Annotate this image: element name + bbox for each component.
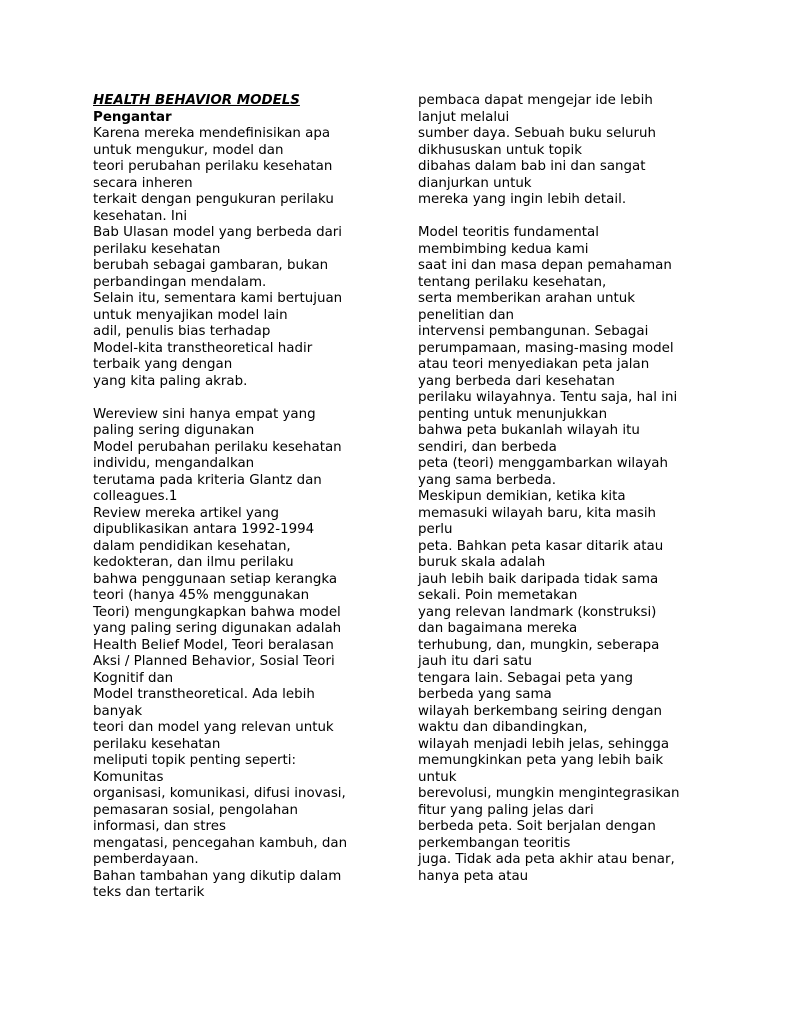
left-column-text-line: perbandingan mendalam. [93,274,267,290]
left-column-text-line: teori (hanya 45% menggunakan [93,588,310,603]
left-column-text-line: teori perubahan perilaku kesehatan [93,159,333,174]
right-column-text-line: jauh itu dari satu [418,654,532,669]
right-column-text-line: Model teoritis fundamental [418,225,599,240]
right-column-text-line: sendiri, dan berbeda [418,439,557,455]
section-heading: Pengantar [93,109,172,125]
right-column-text [418,93,718,885]
document-title: HEALTH BEHAVIOR MODELS [93,93,300,108]
left-column-text-line: Model transtheoretical. Ada lebih [93,687,315,702]
left-column-text-line: paling sering digunakan [93,423,255,438]
right-column-text-line: berbeda yang sama [418,687,552,702]
right-column-text-line: berbeda peta. Soit berjalan dengan [418,819,656,834]
right-column-text-line: peta (teori) menggambarkan wilayah [418,456,668,471]
left-column-text-line: dipublikasikan antara 1992-1994 [93,522,315,537]
left-column-text-line: terutama pada kriteria Glantz dan [93,472,322,488]
right-column-text-line: yang relevan landmark (konstruksi) [418,604,657,620]
left-column-text-line: kesehatan. Ini [93,208,188,224]
right-column-text-line: lanjut melalui [418,109,510,125]
right-column-text-line [418,209,718,226]
right-column-text-line: dikhususkan untuk topik [418,142,582,158]
right-column-text-line: wilayah menjadi lebih jelas, sehingga [418,736,670,752]
left-column-text-line: individu, mengandalkan [93,456,255,471]
right-column-text-line: dan bagaimana mereka [418,621,578,636]
right-column-text-line: serta memberikan arahan untuk [418,291,636,306]
left-column-text-line: untuk mengukur, model dan [93,142,284,158]
left-column-text-line: terkait dengan pengukuran perilaku [93,192,334,207]
right-column-text-line: sekali. Poin memetakan [418,588,578,603]
right-column-text-line: tentang perilaku kesehatan, [418,274,607,290]
right-column-text-line: penting untuk menunjukkan [418,406,608,422]
right-column-text-line: jauh lebih baik daripada tidak sama [418,571,659,587]
left-column-text-line: teks dan tertarik [93,885,205,900]
right-column-text-line: perkembangan teoritis [418,835,571,851]
left-column-text-line: mengatasi, pencegahan kambuh, dan [93,835,348,851]
right-column-text-line: yang berbeda dari kesehatan [418,373,615,389]
left-column-text-line: Kognitif dan [93,670,174,686]
right-column-text-line: Meskipun demikian, ketika kita [418,489,626,504]
left-column-text-line: pemberdayaan. [93,852,199,867]
right-column-text-line: tengara lain. Sebagai peta yang [418,670,633,686]
left-column-text-line: pemasaran sosial, pengolahan [93,802,298,818]
left-column-text-line: Komunitas [93,769,164,785]
left-column-text-line: bahwa penggunaan setiap kerangka [93,571,338,587]
left-column-text-line: yang kita paling akrab. [93,373,248,389]
right-column-text-line: untuk [418,769,457,785]
left-column-text-line: dalam pendidikan kesehatan, [93,538,291,554]
right-column-text-line: atau teori menyediakan peta jalan [418,357,650,372]
right-column-text-line: mereka yang ingin lebih detail. [418,192,627,207]
left-column-text-line: untuk menyajikan model lain [93,307,288,323]
right-column-text-line: yang sama berbeda. [418,472,557,488]
right-column-text-line: penelitian dan [418,307,515,323]
left-column-text-line: secara inheren [93,175,193,191]
right-column-text-line: perumpamaan, masing-masing model [418,340,674,356]
left-column-text-line: perilaku kesehatan [93,736,221,752]
right-column-text-line: wilayah berkembang seiring dengan [418,703,663,719]
left-column-text-line: Bahan tambahan yang dikutip dalam [93,868,342,884]
left-column-text-line: Review mereka artikel yang [93,505,280,521]
right-column-text-line: buruk skala adalah [418,555,546,570]
left-column-text-line: Model perubahan perilaku kesehatan [93,439,342,455]
right-column-text-line: fitur yang paling jelas dari [418,802,594,818]
right-column-text-line: bahwa peta bukanlah wilayah itu [418,423,640,438]
left-column-text-line: meliputi topik penting seperti: [93,753,296,768]
right-column-text-line: dibahas dalam bab ini dan sangat [418,159,646,174]
right-column-text-line: juga. Tidak ada peta akhir atau benar, [418,852,675,867]
left-column-text-line: kedokteran, dan ilmu perilaku [93,555,294,570]
left-column-text-line: berubah sebagai gambaran, bukan [93,258,329,273]
right-column-text-line: peta. Bahkan peta kasar ditarik atau [418,538,664,554]
left-column-text-line: Karena mereka mendefinisikan apa [93,126,331,141]
right-column-text-line: sumber daya. Sebuah buku seluruh [418,126,657,141]
left-column-text-line: Aksi / Planned Behavior, Sosial Teori [93,654,335,669]
left-column-text-line: Health Belief Model, Teori beralasan [93,637,334,653]
left-column-text-line: yang paling sering digunakan adalah [93,621,342,636]
left-column-text-line: Teori) mengungkapkan bahwa model [93,604,341,620]
left-column-text-line: organisasi, komunikasi, difusi inovasi, [93,786,346,801]
left-column-text-line: Model-kita transtheoretical hadir [93,340,313,356]
right-column [418,93,718,885]
left-column-text-line: perilaku kesehatan [93,241,221,257]
right-column-text-line: perilaku wilayahnya. Tentu saja, hal ini [418,390,678,405]
left-column-text-line: banyak [93,703,143,719]
left-column-text-line: adil, penulis bias terhadap [93,324,271,339]
right-column-text-line: hanya peta atau [418,868,529,884]
right-column-text-line: membimbing kedua kami [418,241,589,257]
left-column-text [93,126,393,902]
right-column-text-line: pembaca dapat mengejar ide lebih [418,93,653,108]
right-column-text-line: waktu dan dibandingkan, [418,720,588,735]
left-column-text-line: Wereview sini hanya empat yang [93,406,316,422]
right-column-text-line: dianjurkan untuk [418,175,532,191]
right-column-text-line: intervensi pembangunan. Sebagai [418,324,649,339]
left-column-text-line: informasi, dan stres [93,819,226,834]
right-column-text-line: memasuki wilayah baru, kita masih [418,505,657,521]
right-column-text-line: terhubung, dan, mungkin, seberapa [418,637,660,653]
left-column-text-line: Bab Ulasan model yang berbeda dari [93,225,343,240]
right-column-text-line: berevolusi, mungkin mengintegrasikan [418,786,680,801]
left-column-text-line: teori dan model yang relevan untuk [93,720,334,735]
right-column-text-line: perlu [418,522,453,537]
right-column-text-line: saat ini dan masa depan pemahaman [418,258,672,273]
left-column-text-line [93,390,393,407]
left-column [93,93,393,902]
left-column-text-line: terbaik yang dengan [93,357,233,372]
left-column-text-line: Selain itu, sementara kami bertujuan [93,291,343,306]
left-column-text-line: colleagues.1 [93,489,178,504]
right-column-text-line: memungkinkan peta yang lebih baik [418,753,664,768]
